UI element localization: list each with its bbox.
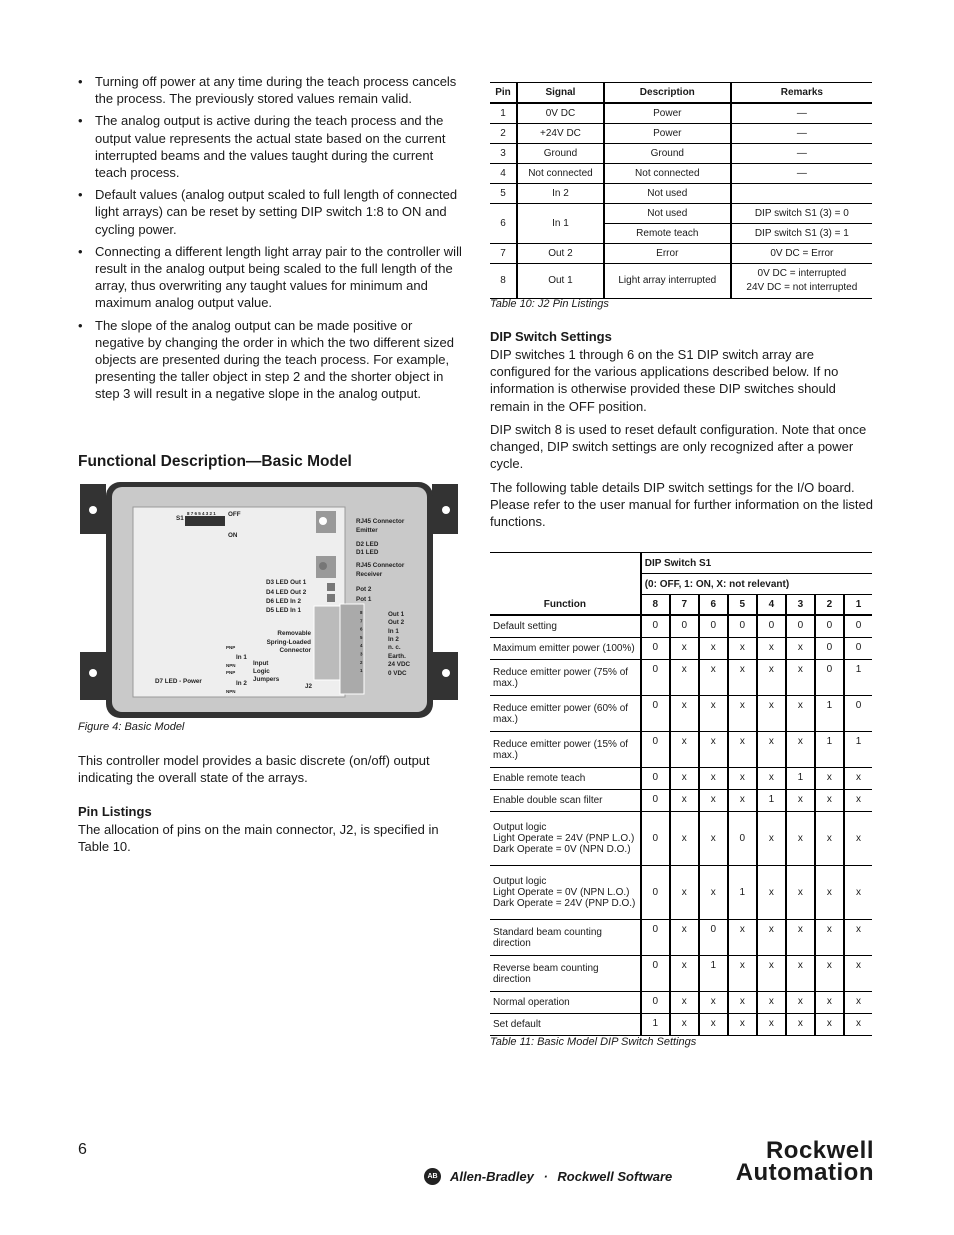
switch-value: x <box>728 660 757 696</box>
table-row <box>490 124 872 144</box>
function-line: Light Operate = 24V (PNP L.O.) <box>493 833 635 844</box>
figure-label-dip-nums: 8 7 6 5 4 3 2 1 <box>187 511 216 516</box>
switch-value: 0 <box>641 920 670 956</box>
function-line: Reduce emitter power (15% of max.) <box>493 738 629 761</box>
table-cell: 4 <box>490 164 517 184</box>
switch-value: x <box>786 732 815 768</box>
table-cell: Light array interrupted <box>604 264 731 299</box>
table-cell: In 1 <box>517 204 604 244</box>
switch-value: x <box>786 790 815 812</box>
function-cell <box>490 768 641 790</box>
function-line: Enable double scan filter <box>493 795 603 806</box>
switch-value: x <box>670 768 699 790</box>
function-line: Dark Operate = 0V (NPN D.O.) <box>493 844 631 855</box>
switch-value: 1 <box>815 696 844 732</box>
table-cell: +24V DC <box>517 124 604 144</box>
header-row <box>490 553 872 574</box>
switch-value: 0 <box>844 638 872 660</box>
table-cell: Out 2 <box>517 244 604 264</box>
function-line: Normal operation <box>493 997 570 1008</box>
switch-value: x <box>786 1014 815 1036</box>
table11-caption: Table 11: Basic Model DIP Switch Settings <box>490 1036 697 1048</box>
figure-label-d3: D3 LED Out 1 <box>266 579 307 586</box>
function-line: Maximum emitter power (100%) <box>493 643 635 654</box>
switch-value: x <box>670 638 699 660</box>
bullet-item: • The analog output is active during the teach process and the output value represents the actual state based on the current interrupted beams and the values taught during the current teach process. <box>78 112 462 181</box>
switch-value: 0 <box>641 956 670 992</box>
switch-value: 0 <box>641 638 670 660</box>
figure-label-in2: In 2 <box>388 636 399 643</box>
switch-value: 1 <box>844 660 872 696</box>
switch-value: x <box>699 660 728 696</box>
table-row <box>490 660 872 696</box>
table-cell: 2 <box>490 124 517 144</box>
switch-value: x <box>670 812 699 866</box>
switch-value: x <box>815 812 844 866</box>
table-row <box>490 184 872 204</box>
dip-header: DIP Switch S1 <box>641 553 872 574</box>
figure-label-nc: n. c. <box>388 644 401 651</box>
table-row <box>490 790 872 812</box>
switch-value: 0 <box>670 615 699 638</box>
figure-label-out1: Out 1 <box>388 611 405 618</box>
figure-label-emitter: Emitter <box>356 527 378 534</box>
switch-value: x <box>844 956 872 992</box>
switch-value: x <box>786 638 815 660</box>
switch-value: x <box>815 920 844 956</box>
switch-value: x <box>728 920 757 956</box>
bullet-item: • Connecting a different length light array pair to the controller will result in the analog output being scaled to the full length of the array, thus overwriting any taught values for minimum and maximum analog output value. <box>78 243 462 312</box>
dip-paragraph-1: DIP switches 1 through 6 on the S1 DIP switch array are configured for the various applications described below. If no information is otherwise provided these DIP switches should remain in the OFF position. <box>490 347 839 414</box>
intro-paragraph: This controller model provides a basic discrete (on/off) output indicating the overall state of the arrays. <box>78 753 430 786</box>
switch-value: x <box>670 660 699 696</box>
switch-value: 0 <box>641 866 670 920</box>
switch-value: x <box>757 866 786 920</box>
switch-value: 0 <box>815 615 844 638</box>
switch-value: 0 <box>641 660 670 696</box>
switch-number: 2 <box>815 595 844 616</box>
table-row <box>490 103 872 124</box>
table-row <box>490 638 872 660</box>
switch-number: 8 <box>641 595 670 616</box>
function-cell <box>490 866 641 920</box>
figure-label-v0: 0 VDC <box>388 670 407 677</box>
switch-value: x <box>699 696 728 732</box>
figure-label-npn1: NPN <box>226 663 236 668</box>
figure-label-on: ON <box>228 532 238 539</box>
function-cell <box>490 732 641 768</box>
table-cell: 1 <box>490 103 517 124</box>
pin-number: 7 <box>360 618 363 624</box>
switch-value: x <box>670 696 699 732</box>
table-row <box>490 812 872 866</box>
table-cell: DIP switch S1 (3) = 1 <box>731 224 872 244</box>
switch-value: 0 <box>699 920 728 956</box>
figure-label-rj45-2: RJ45 Connector <box>356 562 405 569</box>
bullet-item: • Turning off power at any time during the teach process cancels the process. The previously stored values remain valid. <box>78 73 462 107</box>
figure-label-j-in1: In 1 <box>236 654 247 661</box>
figure-label-out2: Out 2 <box>388 619 405 626</box>
figure-label-spring: Spring-Loaded <box>266 639 311 646</box>
switch-value: x <box>699 992 728 1014</box>
switch-value: x <box>786 956 815 992</box>
table-cell: Power <box>604 124 731 144</box>
figure-label-j-in2: In 2 <box>236 680 247 687</box>
figure-label-d7: D7 LED - Power <box>155 678 202 685</box>
switch-value: x <box>844 768 872 790</box>
table-cell: — <box>731 144 872 164</box>
switch-value: x <box>757 1014 786 1036</box>
switch-value: x <box>757 696 786 732</box>
switch-value: 1 <box>757 790 786 812</box>
figure-label-connector: Connector <box>279 647 311 654</box>
remark-line: 24V DC = not interrupted <box>746 282 858 293</box>
switch-value: 1 <box>786 768 815 790</box>
section-title: Functional Description—Basic Model <box>78 453 352 470</box>
col-header: Description <box>604 83 731 104</box>
switch-value: x <box>757 732 786 768</box>
table-cell: — <box>731 164 872 184</box>
switch-value: x <box>844 1014 872 1036</box>
figure-label-s1: S1 <box>176 515 184 522</box>
figure-label-d5: D5 LED In 1 <box>266 607 301 614</box>
switch-value: x <box>815 866 844 920</box>
function-line: Light Operate = 0V (NPN L.O.) <box>493 887 630 898</box>
switch-value: x <box>786 812 815 866</box>
remark-line: 0V DC = interrupted <box>757 268 847 279</box>
function-cell <box>490 638 641 660</box>
logo-line-1: Rockwell <box>765 1137 874 1164</box>
pin-number: 1 <box>360 668 363 674</box>
switch-value: x <box>786 866 815 920</box>
switch-value: 0 <box>844 615 872 638</box>
switch-value: 0 <box>641 812 670 866</box>
switch-value: x <box>670 1014 699 1036</box>
switch-value: 1 <box>641 1014 670 1036</box>
table-row <box>490 696 872 732</box>
table-cell: 0V DC <box>517 103 604 124</box>
switch-value: 1 <box>815 732 844 768</box>
switch-value: 0 <box>786 615 815 638</box>
switch-value: x <box>844 866 872 920</box>
function-cell <box>490 790 641 812</box>
table-row <box>490 956 872 992</box>
table-cell: In 2 <box>517 184 604 204</box>
switch-value: x <box>815 768 844 790</box>
function-cell <box>490 812 641 866</box>
table-cell: 5 <box>490 184 517 204</box>
switch-value: x <box>844 790 872 812</box>
switch-value: x <box>699 790 728 812</box>
function-line: Enable remote teach <box>493 773 586 784</box>
switch-number: 5 <box>728 595 757 616</box>
switch-value: x <box>699 812 728 866</box>
function-line: Dark Operate = 24V (PNP D.O.) <box>493 898 636 909</box>
pin-listings-table <box>490 82 872 299</box>
function-line: Output logic <box>493 822 547 833</box>
dip-heading: DIP Switch Settings <box>490 329 612 344</box>
switch-value: x <box>670 920 699 956</box>
switch-number: 1 <box>844 595 872 616</box>
figure-label-earth: Earth. <box>388 653 406 660</box>
figure-label-input: Input <box>253 660 269 667</box>
switch-value: x <box>844 920 872 956</box>
footer-brands <box>450 1169 672 1184</box>
table-cell: 6 <box>490 204 517 244</box>
bullet-item: • The slope of the analog output can be made positive or negative by changing the order in which the two different sized objects are presented during the teach process. For example, presenting the taller object in step 2 and the shorter object in step 3 will result in a negative slope in the analog output. <box>78 317 462 403</box>
pin-listings-heading: Pin Listings <box>78 804 152 819</box>
table-cell: 8 <box>490 264 517 299</box>
figure-label-d2: D2 LED <box>356 541 379 548</box>
table-cell: Ground <box>604 144 731 164</box>
table-cell: 7 <box>490 244 517 264</box>
figure-label-logic: Logic <box>253 668 270 675</box>
switch-value: 0 <box>728 812 757 866</box>
function-line: Default setting <box>493 621 557 632</box>
switch-value: x <box>670 866 699 920</box>
switch-value: x <box>728 696 757 732</box>
pin-number: 2 <box>360 659 363 665</box>
switch-value: 1 <box>728 866 757 920</box>
switch-value: 0 <box>699 615 728 638</box>
figure-label-j2: J2 <box>305 683 313 690</box>
table-cell: Not connected <box>517 164 604 184</box>
bullet-list <box>78 73 462 408</box>
switch-value: x <box>757 956 786 992</box>
brand-separator: · <box>543 1169 548 1184</box>
figure-label-d1: D1 LED <box>356 549 379 556</box>
switch-value: x <box>757 638 786 660</box>
basic-model-figure <box>78 480 460 722</box>
switch-value: x <box>786 696 815 732</box>
switch-number: 3 <box>786 595 815 616</box>
switch-value: x <box>728 956 757 992</box>
table-row <box>490 866 872 920</box>
table-cell <box>731 184 872 204</box>
table-cell: Power <box>604 103 731 124</box>
switch-value: 0 <box>641 615 670 638</box>
switch-value: x <box>786 920 815 956</box>
table-cell: Out 1 <box>517 264 604 299</box>
switch-value: 0 <box>815 660 844 696</box>
table-row <box>490 992 872 1014</box>
legend-header: (0: OFF, 1: ON, X: not relevant) <box>641 574 872 595</box>
switch-value: x <box>815 992 844 1014</box>
pin-number: 6 <box>360 626 363 632</box>
figure-label-v24: 24 VDC <box>388 661 411 668</box>
col-header: Pin <box>490 83 517 104</box>
table-cell <box>731 264 872 299</box>
pin-listings-text: The allocation of pins on the main connector, J2, is specified in Table 10. <box>78 822 439 855</box>
switch-value: x <box>815 790 844 812</box>
figure-label-removable: Removable <box>277 630 311 637</box>
switch-value: x <box>699 768 728 790</box>
function-cell <box>490 660 641 696</box>
function-line: Set default <box>493 1019 541 1030</box>
switch-value: x <box>728 732 757 768</box>
switch-value: x <box>670 790 699 812</box>
function-cell <box>490 992 641 1014</box>
function-cell <box>490 920 641 956</box>
figure-label-pot2: Pot 2 <box>356 586 372 593</box>
function-cell <box>490 1014 641 1036</box>
table-cell: DIP switch S1 (3) = 0 <box>731 204 872 224</box>
function-cell <box>490 696 641 732</box>
pin-number: 3 <box>360 651 363 657</box>
switch-value: 1 <box>844 732 872 768</box>
switch-value: 1 <box>699 956 728 992</box>
function-line: Standard beam counting direction <box>493 926 602 949</box>
col-header: Remarks <box>731 83 872 104</box>
switch-value: x <box>844 992 872 1014</box>
page-number: 6 <box>78 1141 87 1158</box>
table10-caption: Table 10: J2 Pin Listings <box>490 298 609 310</box>
switch-value: x <box>815 1014 844 1036</box>
switch-number: 4 <box>757 595 786 616</box>
switch-value: 0 <box>728 615 757 638</box>
switch-value: 0 <box>641 732 670 768</box>
switch-value: x <box>786 992 815 1014</box>
col-header: Signal <box>517 83 604 104</box>
table-cell: Remote teach <box>604 224 731 244</box>
switch-value: x <box>728 992 757 1014</box>
figure-label-rj45-1: RJ45 Connector <box>356 518 405 525</box>
switch-value: 0 <box>757 615 786 638</box>
switch-value: x <box>844 812 872 866</box>
switch-value: 0 <box>641 696 670 732</box>
table-cell: Ground <box>517 144 604 164</box>
table-cell: Not used <box>604 204 731 224</box>
switch-value: 0 <box>844 696 872 732</box>
function-line: Reduce emitter power (60% of max.) <box>493 702 629 725</box>
pin-number: 5 <box>360 634 363 640</box>
switch-value: x <box>757 660 786 696</box>
logo-line-2: Automation <box>735 1159 874 1186</box>
switch-value: x <box>757 920 786 956</box>
switch-value: 0 <box>641 768 670 790</box>
dip-switch-table <box>490 552 872 1036</box>
figure-label-in1: In 1 <box>388 628 399 635</box>
figure-label-pot1: Pot 1 <box>356 596 372 603</box>
allen-bradley-logo-icon: AB <box>424 1168 441 1185</box>
switch-number: 6 <box>699 595 728 616</box>
brand-allen-bradley: Allen-Bradley <box>450 1169 534 1184</box>
switch-value: x <box>815 956 844 992</box>
switch-value: x <box>728 638 757 660</box>
switch-value: x <box>728 1014 757 1036</box>
table-cell: Not used <box>604 184 731 204</box>
table-row <box>490 204 872 224</box>
table-row <box>490 244 872 264</box>
dip-paragraph-3: The following table details DIP switch settings for the I/O board. Please refer to the user manual for further information on the listed functions. <box>490 480 873 530</box>
brand-rockwell-software: Rockwell Software <box>557 1169 673 1184</box>
figure-label-d4: D4 LED Out 2 <box>266 589 307 596</box>
table-cell: 0V DC = Error <box>731 244 872 264</box>
switch-value: x <box>699 866 728 920</box>
figure-label-receiver: Receiver <box>356 571 383 578</box>
table-cell: Not connected <box>604 164 731 184</box>
table-row <box>490 920 872 956</box>
switch-value: x <box>728 790 757 812</box>
switch-value: x <box>670 956 699 992</box>
table-row <box>490 164 872 184</box>
function-header: Function <box>490 553 641 616</box>
switch-value: 0 <box>641 992 670 1014</box>
figure-label-npn2: NPN <box>226 689 236 694</box>
function-line: Reduce emitter power (75% of max.) <box>493 666 629 689</box>
figure-label-off: OFF <box>228 511 241 518</box>
pin-number: 8 <box>360 610 363 615</box>
switch-number: 7 <box>670 595 699 616</box>
switch-value: x <box>757 812 786 866</box>
switch-value: x <box>728 768 757 790</box>
table-row <box>490 615 872 638</box>
figure-label-d6: D6 LED In 2 <box>266 598 301 605</box>
figure-caption: Figure 4: Basic Model <box>78 721 185 733</box>
dip-paragraph-2: DIP switch 8 is used to reset default configuration. Note that once changed, DIP switch settings are only recognized after a power cycle. <box>490 422 867 472</box>
switch-value: x <box>699 638 728 660</box>
table-cell: — <box>731 103 872 124</box>
bullet-item: • Default values (analog output scaled to full length of connected light arrays) can be reset by setting DIP switch 1:8 to ON and cycling power. <box>78 186 462 238</box>
function-cell <box>490 615 641 638</box>
table-row <box>490 768 872 790</box>
table-row <box>490 732 872 768</box>
switch-value: 0 <box>815 638 844 660</box>
switch-value: x <box>699 732 728 768</box>
switch-value: x <box>757 768 786 790</box>
table-row <box>490 144 872 164</box>
switch-value: x <box>757 992 786 1014</box>
function-line: Reverse beam counting direction <box>493 962 599 985</box>
switch-value: x <box>786 660 815 696</box>
table-row <box>490 1014 872 1036</box>
pin-number: 4 <box>360 643 363 649</box>
table-row <box>490 264 872 299</box>
figure-label-pnp2: PNP <box>226 670 236 675</box>
function-line: Output logic <box>493 876 547 887</box>
figure-label-pnp1: PNP <box>226 645 236 650</box>
switch-value: 0 <box>641 790 670 812</box>
table-cell: — <box>731 124 872 144</box>
figure-label-jumpers: Jumpers <box>253 676 280 683</box>
switch-value: x <box>670 992 699 1014</box>
table-cell: 3 <box>490 144 517 164</box>
switch-value: x <box>699 1014 728 1036</box>
table-cell: Error <box>604 244 731 264</box>
rockwell-automation-logo <box>700 1137 874 1186</box>
function-cell <box>490 956 641 992</box>
switch-value: x <box>670 732 699 768</box>
